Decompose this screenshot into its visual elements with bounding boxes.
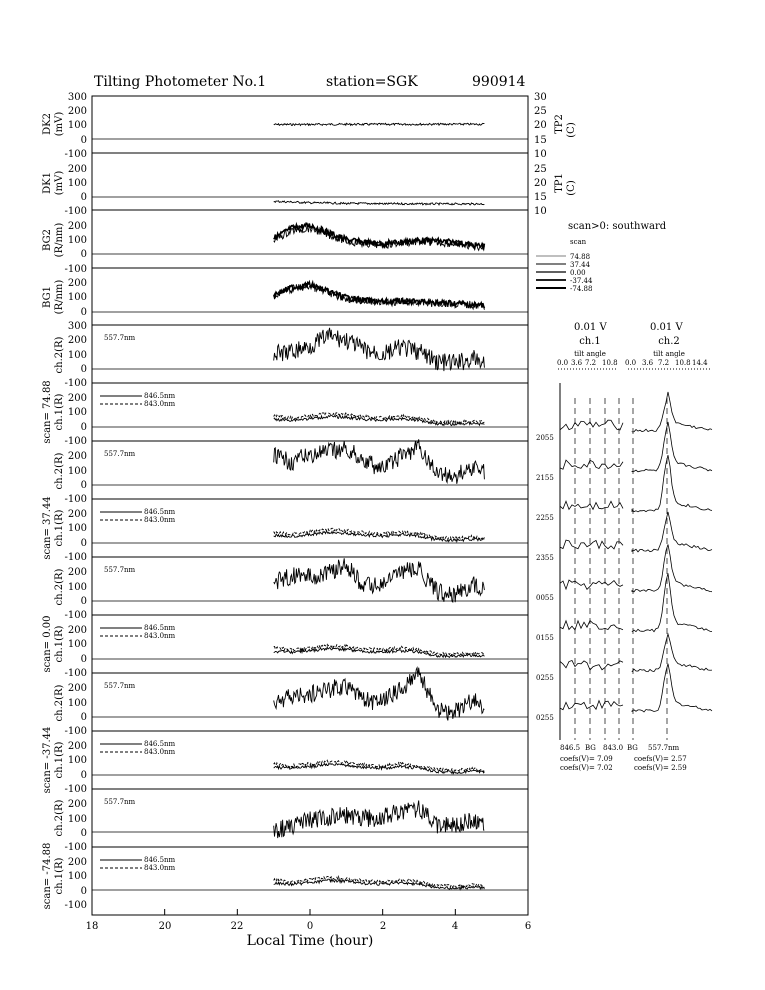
y-tick-ch2: 100 xyxy=(67,350,87,361)
svg-text:10: 10 xyxy=(534,149,547,160)
svg-text:-100: -100 xyxy=(64,264,87,275)
spectra-ch2-trace xyxy=(632,634,712,672)
dk1-label xyxy=(42,171,65,196)
y-tick-ch1: -100 xyxy=(64,436,87,447)
spectra-time: 2355 xyxy=(536,554,554,562)
svg-text:scan= -74.88: scan= -74.88 xyxy=(42,842,53,910)
series-bg2-alt xyxy=(274,224,485,250)
y-tick-ch2: 100 xyxy=(67,698,87,709)
series-ch1-843-scan-1 xyxy=(274,413,485,424)
y-tick-ch1: 100 xyxy=(67,755,87,766)
tp2-ticks xyxy=(534,92,547,160)
spectra-ch2-trace xyxy=(632,664,712,712)
tp2-label xyxy=(554,114,577,138)
svg-text:ch.1(R): ch.1(R) xyxy=(54,857,65,895)
svg-text:TP1: TP1 xyxy=(554,173,565,193)
svg-text:(mV): (mV) xyxy=(54,170,65,196)
svg-text:scan= 37.44: scan= 37.44 xyxy=(42,496,53,560)
svg-text:843.0nm: 843.0nm xyxy=(144,748,176,756)
ch2-title: ch.2 xyxy=(658,336,680,347)
spectra-ch2-trace xyxy=(632,455,712,512)
y-tick-ch1: 0 xyxy=(80,886,87,897)
spectra-time: 0055 xyxy=(536,594,554,602)
svg-text:TP2: TP2 xyxy=(554,114,565,134)
svg-text:ch.2(R): ch.2(R) xyxy=(54,684,65,722)
figure-title: Tilting Photometer No.1 xyxy=(94,74,267,90)
x-tick-0: 0 xyxy=(306,921,314,932)
y-tick-ch2: -100 xyxy=(64,726,87,737)
y-tick-ch2: 0 xyxy=(80,712,87,723)
svg-text:ch.2(R): ch.2(R) xyxy=(54,452,65,490)
y-tick-ch1: 100 xyxy=(67,523,87,534)
spectra-ch1-trace xyxy=(560,660,623,670)
side-legend-head: scan xyxy=(570,238,587,246)
svg-text:30: 30 xyxy=(534,92,547,103)
side-legend-label: -74.88 xyxy=(570,285,593,293)
tilt-ticks-1 xyxy=(557,359,618,367)
svg-text:20: 20 xyxy=(534,120,547,131)
side-legend-label: -37.44 xyxy=(570,277,593,285)
y-tick-ch1: -100 xyxy=(64,552,87,563)
y-tick-ch1: 100 xyxy=(67,407,87,418)
x-tick-22: 22 xyxy=(230,921,244,932)
svg-text:20: 20 xyxy=(534,178,547,189)
svg-text:0: 0 xyxy=(80,249,87,260)
line-label-s1: 557.7nm xyxy=(104,334,136,342)
tilt-label-2: tilt angle xyxy=(653,350,685,358)
svg-text:100: 100 xyxy=(67,120,87,131)
spectra-ch1-trace xyxy=(560,621,623,630)
coefs1-a: coefs(V)= 7.09 xyxy=(560,755,613,763)
svg-text:scan= -37.44: scan= -37.44 xyxy=(42,726,53,794)
spectra-ch2-trace xyxy=(632,573,712,632)
series-ch1-846-scan-3 xyxy=(274,647,485,657)
svg-text:25: 25 xyxy=(534,106,547,117)
spectra-guide-lines xyxy=(575,398,667,740)
svg-text:BG1: BG1 xyxy=(42,286,53,308)
legend-s4 xyxy=(100,740,176,756)
scan4-labels xyxy=(42,684,65,793)
series-ch1-846-scan-5 xyxy=(274,879,485,889)
side-legend xyxy=(536,253,593,293)
svg-text:ch.1(R): ch.1(R) xyxy=(54,509,65,547)
y-ticks-bg1 xyxy=(68,278,87,318)
coefs1-b: coefs(V)= 7.02 xyxy=(560,764,613,772)
y-tick-ch1: 0 xyxy=(80,422,87,433)
x-axis-label: Local Time (hour) xyxy=(246,933,374,949)
svg-text:846.5: 846.5 xyxy=(560,744,581,752)
bg2-label xyxy=(42,223,65,258)
svg-text:10: 10 xyxy=(534,206,547,217)
y-tick-ch1: -100 xyxy=(64,900,87,911)
y-ticks-dk2 xyxy=(65,92,87,160)
svg-text:14.4: 14.4 xyxy=(692,359,708,367)
y-tick-ch2: 0 xyxy=(80,596,87,607)
x-tick-4: 4 xyxy=(451,921,459,932)
svg-text:25: 25 xyxy=(534,164,547,175)
ch2-scale: 0.01 V xyxy=(650,322,683,333)
y-tick-ch1: 200 xyxy=(67,741,87,752)
y-tick-ch2: -100 xyxy=(64,378,87,389)
side-legend-label: 74.88 xyxy=(570,253,591,261)
tilt-ticks-2 xyxy=(625,359,708,367)
y-tick-ch1: -100 xyxy=(64,784,87,795)
svg-text:200: 200 xyxy=(67,106,87,117)
svg-text:846.5nm: 846.5nm xyxy=(144,856,176,864)
spectra-time: 0255 xyxy=(536,714,554,722)
y-tick-ch1: 100 xyxy=(67,871,87,882)
scan5-labels xyxy=(42,799,65,909)
svg-text:557.7nm: 557.7nm xyxy=(648,744,680,752)
svg-text:15: 15 xyxy=(534,135,547,146)
legend-s2 xyxy=(100,508,176,524)
svg-text:ch.2(R): ch.2(R) xyxy=(54,336,65,374)
y-tick-ch1: 200 xyxy=(67,857,87,868)
y-tick-ch2: 0 xyxy=(80,364,87,375)
svg-text:843.0: 843.0 xyxy=(603,744,624,752)
svg-text:DK2: DK2 xyxy=(42,113,53,135)
svg-text:0: 0 xyxy=(80,192,87,203)
svg-text:0: 0 xyxy=(80,135,87,146)
y-tick-ch1: 200 xyxy=(67,509,87,520)
data-traces xyxy=(274,123,485,889)
svg-text:300: 300 xyxy=(67,92,87,103)
plot-frame xyxy=(92,96,528,915)
side-legend-label: 37.44 xyxy=(570,261,591,269)
y-tick-ch2: 200 xyxy=(67,451,87,462)
spectra-time: 2055 xyxy=(536,434,554,442)
spectra-inset xyxy=(536,322,712,772)
spectra-ch2-trace xyxy=(632,512,712,552)
scan3-labels xyxy=(42,568,65,672)
y-ticks-dk1 xyxy=(65,164,87,217)
svg-text:0.0: 0.0 xyxy=(557,359,569,367)
y-ticks-bg2 xyxy=(65,221,87,275)
spectra-traces xyxy=(560,392,712,712)
svg-text:10.8: 10.8 xyxy=(602,359,618,367)
svg-text:(R/nm): (R/nm) xyxy=(54,222,65,258)
spectra-time: 0255 xyxy=(536,674,554,682)
spectra-ch1-trace xyxy=(560,540,623,550)
panel-dividers xyxy=(92,139,528,915)
y-tick-ch2: -100 xyxy=(64,494,87,505)
spectra-time: 2155 xyxy=(536,474,554,482)
series-ch1-843-scan-2 xyxy=(274,528,485,539)
y-tick-ch1: -100 xyxy=(64,668,87,679)
spectra-times xyxy=(536,434,554,722)
svg-text:200: 200 xyxy=(67,221,87,232)
svg-text:200: 200 xyxy=(67,164,87,175)
svg-text:3.6: 3.6 xyxy=(571,359,583,367)
svg-text:200: 200 xyxy=(67,278,87,289)
spectra-time: 2255 xyxy=(536,514,554,522)
svg-text:3.6: 3.6 xyxy=(642,359,654,367)
x-tick-20: 20 xyxy=(158,921,172,932)
svg-text:100: 100 xyxy=(67,178,87,189)
spectra-ch2-trace xyxy=(632,422,712,472)
svg-text:BG2: BG2 xyxy=(42,229,53,251)
y-tick-ch2: 200 xyxy=(67,567,87,578)
y-tick-ch1: 0 xyxy=(80,538,87,549)
svg-text:scan= 74.88: scan= 74.88 xyxy=(42,380,53,444)
svg-text:ch.2(R): ch.2(R) xyxy=(54,568,65,606)
side-legend-label: 0.00 xyxy=(570,269,586,277)
series-ch2-scan-1 xyxy=(274,328,485,371)
svg-text:0.0: 0.0 xyxy=(625,359,637,367)
svg-text:-100: -100 xyxy=(64,149,87,160)
svg-text:(C): (C) xyxy=(566,180,577,196)
svg-text:0: 0 xyxy=(80,307,87,318)
scan2-labels xyxy=(42,452,65,559)
y-tick-ch1: 0 xyxy=(80,770,87,781)
svg-text:(mV): (mV) xyxy=(54,111,65,137)
y-tick-ch1: 200 xyxy=(67,393,87,404)
tp1-ticks xyxy=(534,164,547,217)
series-ch2-scan-5 xyxy=(274,801,485,839)
spectra-bottom-labels xyxy=(560,744,680,752)
series-ch2-scan-4 xyxy=(274,668,485,721)
tp1-label xyxy=(554,173,577,196)
y-tick-ch2: -100 xyxy=(64,610,87,621)
svg-text:846.5nm: 846.5nm xyxy=(144,508,176,516)
legend-s5 xyxy=(100,856,176,872)
y-tick-ch2: 200 xyxy=(67,683,87,694)
line-label-s2: 557.7nm xyxy=(104,450,136,458)
y-tick-ch2: 0 xyxy=(80,828,87,839)
y-tick-ch2: 100 xyxy=(67,814,87,825)
svg-text:ch.1(R): ch.1(R) xyxy=(54,625,65,663)
legend-s1 xyxy=(100,392,176,408)
spectra-ch2-trace xyxy=(632,392,712,432)
y-tick-ch2: 0 xyxy=(80,480,87,491)
y-tick-ch2: -100 xyxy=(64,842,87,853)
legend-s3 xyxy=(100,624,176,640)
line-label-s5: 557.7nm xyxy=(104,798,136,806)
svg-text:843.0nm: 843.0nm xyxy=(144,864,176,872)
svg-text:7.2: 7.2 xyxy=(585,359,597,367)
coefs2-a: coefs(V)= 2.57 xyxy=(634,755,687,763)
ch1-title: ch.1 xyxy=(579,336,601,347)
spectra-ch1-trace xyxy=(560,420,623,430)
line-label-s3: 557.7nm xyxy=(104,566,136,574)
svg-text:846.5nm: 846.5nm xyxy=(144,392,176,400)
series-ch2-scan-3 xyxy=(274,558,485,602)
series-dk2 xyxy=(274,123,485,125)
y-tick-ch2: 300 xyxy=(67,321,87,332)
svg-text:843.0nm: 843.0nm xyxy=(144,400,176,408)
svg-text:(C): (C) xyxy=(566,122,577,138)
y-tick-ch2: 200 xyxy=(67,799,87,810)
ch1-scale: 0.01 V xyxy=(574,322,607,333)
scan1-labels xyxy=(42,336,65,443)
series-dk1 xyxy=(274,201,485,205)
svg-text:(R/nm): (R/nm) xyxy=(54,279,65,315)
series-ch1-843-scan-3 xyxy=(274,644,485,655)
x-ticks xyxy=(86,921,532,932)
svg-text:ch.2(R): ch.2(R) xyxy=(54,799,65,837)
x-tick-18: 18 xyxy=(85,921,99,932)
svg-text:15: 15 xyxy=(534,192,547,203)
x-tick-2: 2 xyxy=(379,921,387,932)
svg-text:BG: BG xyxy=(627,744,638,752)
spectra-ch1-trace xyxy=(560,580,623,590)
svg-text:ch.1(R): ch.1(R) xyxy=(54,393,65,431)
spectra-ch2-trace xyxy=(632,544,712,592)
series-ch2-scan-2 xyxy=(274,439,485,484)
svg-text:7.2: 7.2 xyxy=(658,359,670,367)
y-tick-ch1: 200 xyxy=(67,625,87,636)
svg-text:ch.1(R): ch.1(R) xyxy=(54,741,65,779)
svg-text:846.5nm: 846.5nm xyxy=(144,740,176,748)
svg-text:846.5nm: 846.5nm xyxy=(144,624,176,632)
svg-text:-100: -100 xyxy=(64,206,87,217)
svg-text:BG: BG xyxy=(585,744,596,752)
bg1-label xyxy=(42,280,65,315)
coefs2-b: coefs(V)= 2.59 xyxy=(634,764,687,772)
y-tick-ch2: 200 xyxy=(67,335,87,346)
spectra-time: 0155 xyxy=(536,634,554,642)
svg-text:843.0nm: 843.0nm xyxy=(144,516,176,524)
spectra-ch1-trace xyxy=(560,460,623,470)
y-tick-ch2: 100 xyxy=(67,466,87,477)
line-label-s4: 557.7nm xyxy=(104,682,136,690)
spectra-ch1-trace xyxy=(560,701,623,710)
date-label: 990914 xyxy=(472,74,526,90)
svg-text:scan= 0.00: scan= 0.00 xyxy=(42,615,53,673)
svg-text:100: 100 xyxy=(67,235,87,246)
tilt-label-1: tilt angle xyxy=(574,350,606,358)
side-legend-title: scan>0: southward xyxy=(568,221,667,232)
spectra-ch1-trace xyxy=(560,501,623,510)
y-tick-ch2: 100 xyxy=(67,582,87,593)
dk2-label xyxy=(42,112,65,137)
svg-text:DK1: DK1 xyxy=(42,172,53,194)
svg-text:10.8: 10.8 xyxy=(675,359,691,367)
y-tick-ch1: 100 xyxy=(67,639,87,650)
svg-text:843.0nm: 843.0nm xyxy=(144,632,176,640)
svg-text:100: 100 xyxy=(67,292,87,303)
y-ticks-scans xyxy=(65,321,87,911)
x-tick-6: 6 xyxy=(524,921,532,932)
station-label: station=SGK xyxy=(326,74,418,90)
y-tick-ch1: 0 xyxy=(80,654,87,665)
